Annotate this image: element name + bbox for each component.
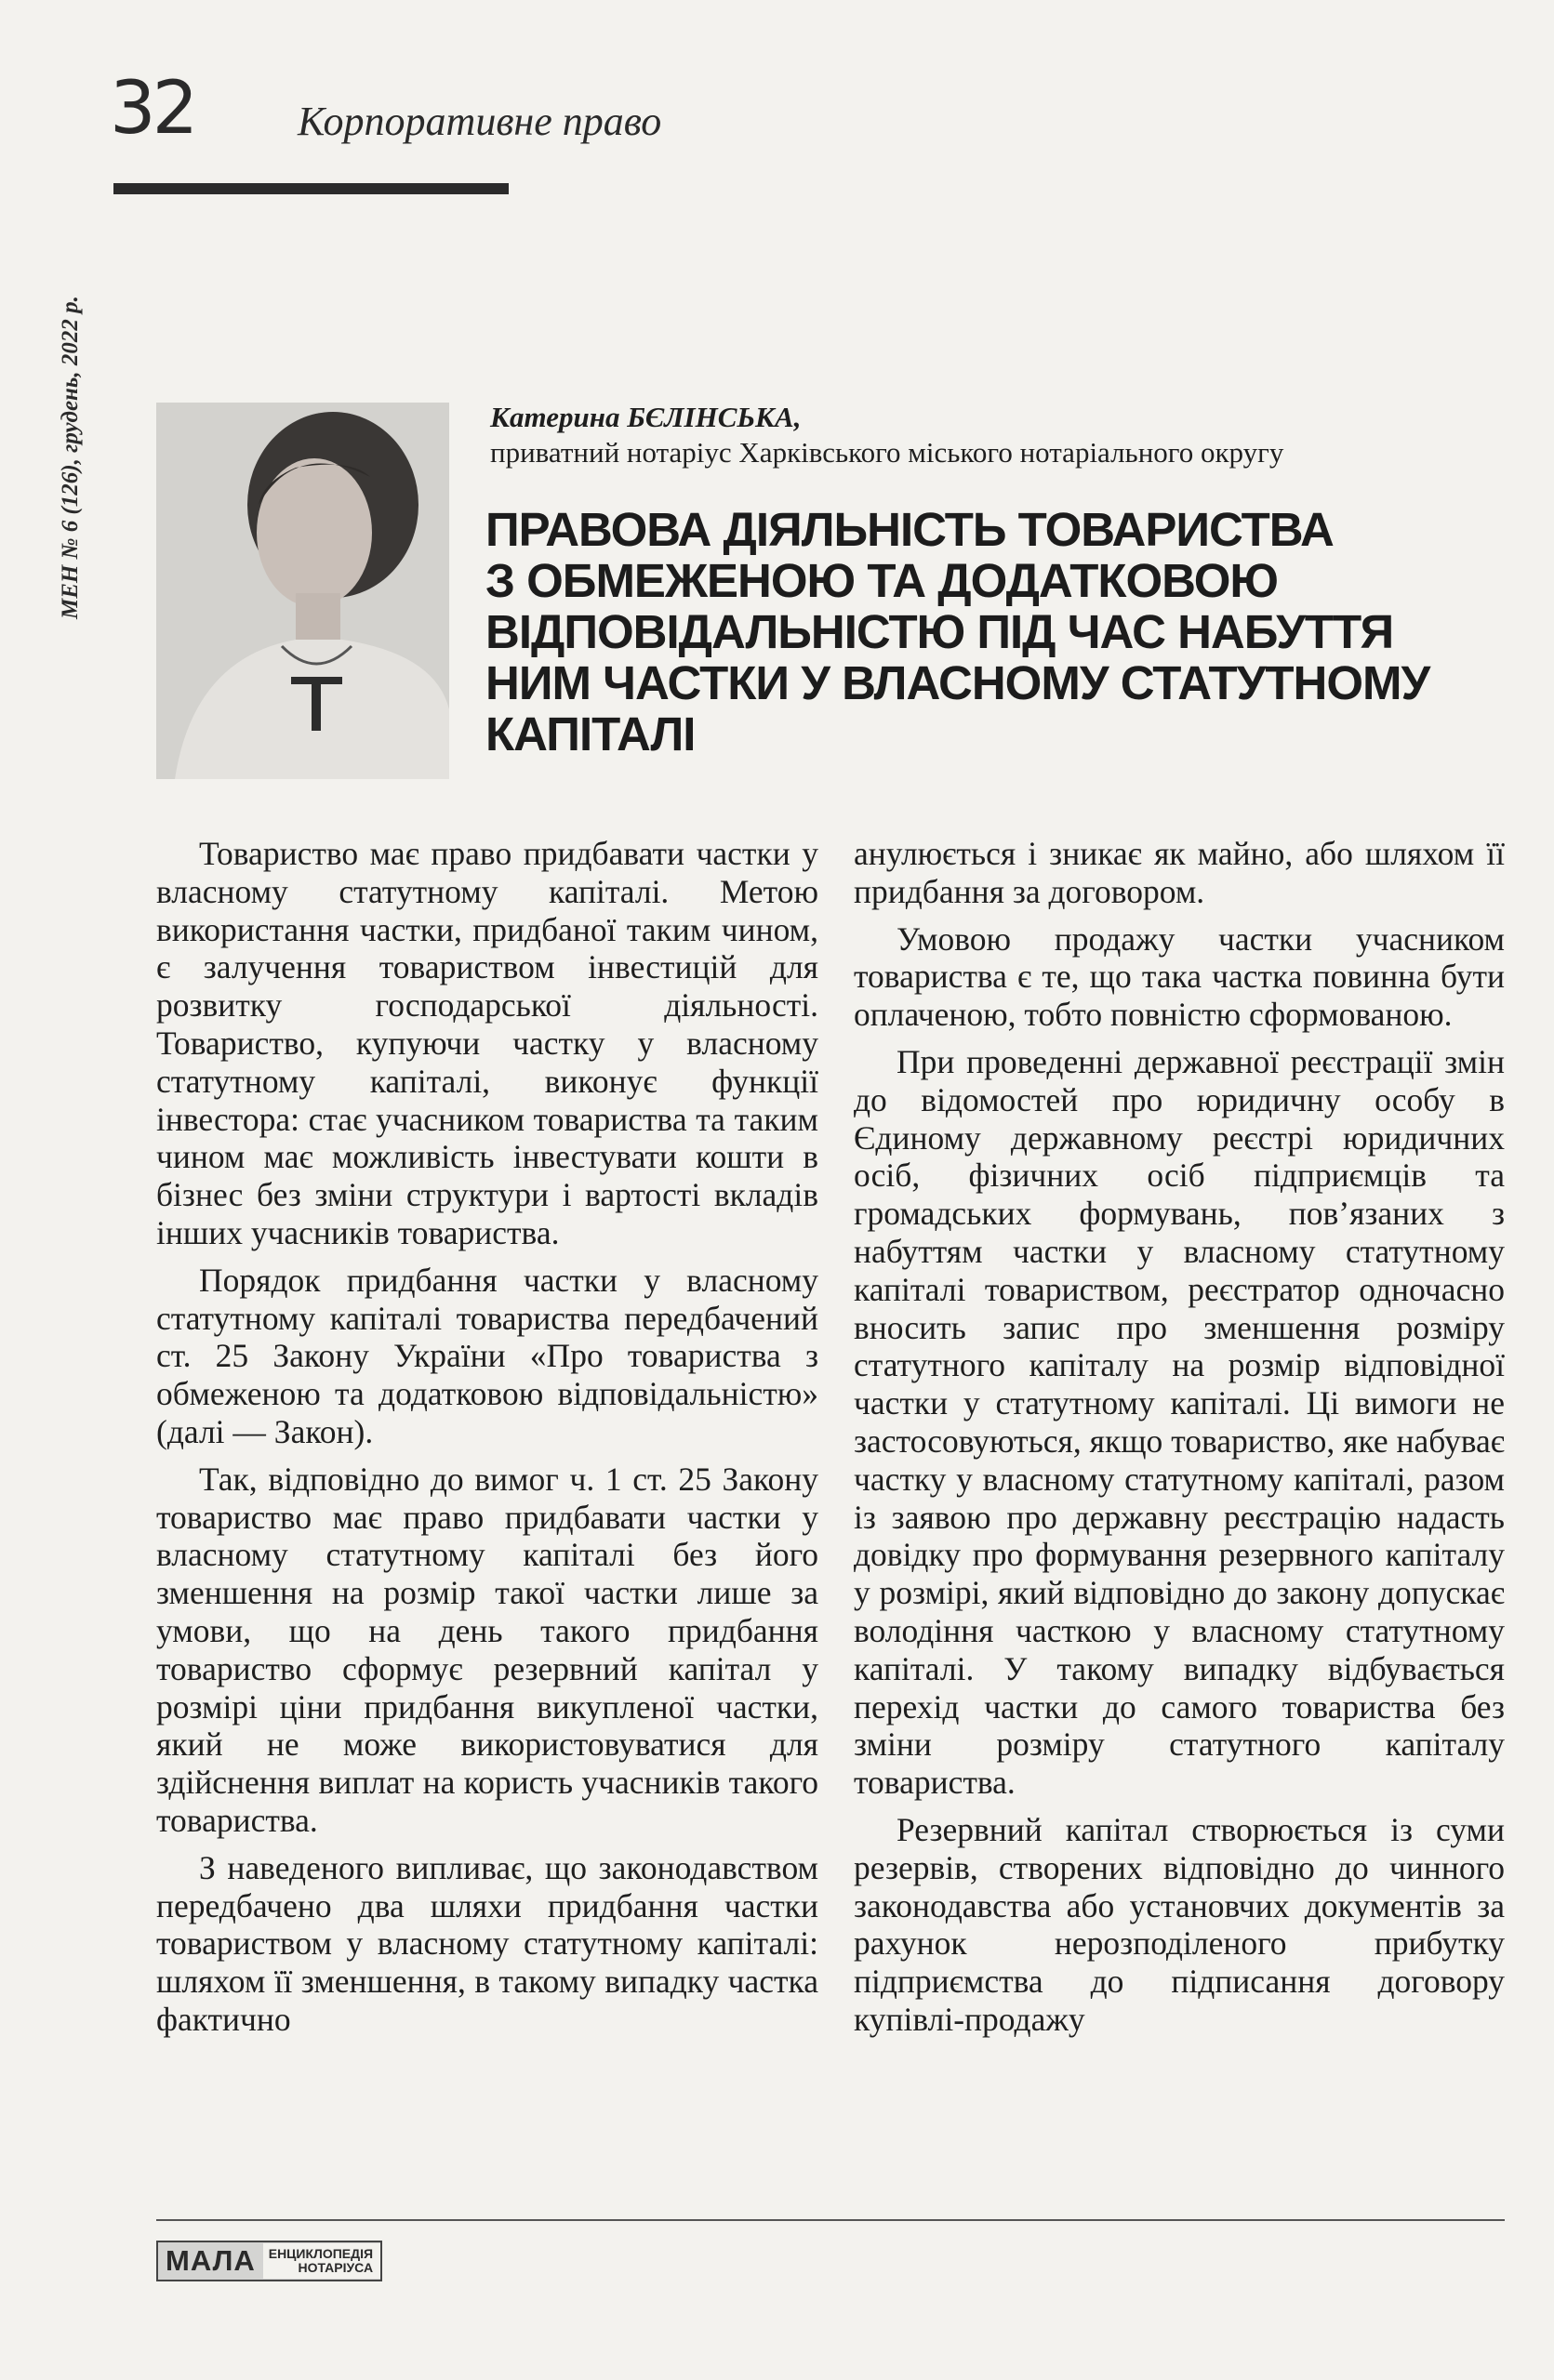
- author-photo: [156, 403, 449, 779]
- paragraph: Порядок придбання частки у власному статутному капіталі товариства передбачений ст. 25 Закону України «Про товариства з обмеженою та додатковою відповідальністю» (далі — Закон).: [156, 1261, 818, 1450]
- title-line: ВІДПОВІДАЛЬНІСТЮ ПІД ЧАС НАБУТТЯ: [485, 605, 1394, 658]
- author-position: приватний нотаріус Харківського міського нотаріального округу: [490, 436, 1284, 469]
- paragraph: Умовою продажу частки учасником товариства є те, що така частка повинна бути оплаченою, тобто повністю сформованою.: [854, 919, 1505, 1034]
- paragraph: Товариство має право придбавати частки у власному статутному капіталі. Метою використання частки, придбаної таким чином, є залучення товариством інвестицій для розвитку господарської діяльності. Товариство, купуючи частку у власному статутному капіталі, виконує функції інвестора: стає учасником товариства та таким чином має можливість інвестувати кошти в бізнес без зміни структури і вартості вкладів інших учасників товариства.: [156, 835, 818, 1251]
- title-line: КАПІТАЛІ: [485, 707, 696, 760]
- logo-line: НОТАРІУСА: [298, 2260, 374, 2275]
- title-line: НИМ ЧАСТКИ У ВЛАСНОМУ СТАТУТНОМУ: [485, 656, 1430, 709]
- header-rule: [113, 183, 509, 194]
- article-title: [485, 504, 1518, 760]
- issue-side-note: МЕН № 6 (126), грудень, 2022 р.: [58, 296, 83, 619]
- paragraph: Резервний капітал створюється із суми резервів, створених відповідно до чинного законодавства або установчих документів за рахунок нерозподіленого прибутку підприємства до підписання договору купівлі-продажу: [854, 1810, 1505, 2038]
- author-block: [490, 400, 1283, 470]
- footer-rule: [156, 2219, 1505, 2221]
- author-name: Катерина БЄЛІНСЬКА,: [490, 401, 802, 433]
- paragraph: Так, відповідно до вимог ч. 1 ст. 25 Закону товариство має право придбавати частки у власному статутному капіталі без його зменшення на розмір такої частки лише за умови, що на день такого придбання товариство сформує резервний капітал у розмірі ціни придбання викупленої частки, який не може використовуватися для здійснення виплат на користь учасників такого товариства.: [156, 1460, 818, 1839]
- section-title: Корпоративне право: [298, 99, 662, 144]
- logo-line: ЕНЦИКЛОПЕДІЯ: [268, 2246, 374, 2261]
- right-text-column: [854, 835, 1505, 2048]
- paragraph-continuation: анулюється і зникає як майно, або шляхом її придбання за договором.: [854, 835, 1505, 910]
- title-line: ПРАВОВА ДІЯЛЬНІСТЬ ТОВАРИСТВА: [485, 503, 1334, 556]
- logo-subtitle: [263, 2243, 380, 2279]
- publication-logo: [156, 2241, 382, 2281]
- paragraph: При проведенні державної реєстрації змін до відомостей про юридичну особу в Єдиному державному реєстрі юридичних осіб, фізичних осіб підприємців та громадських формувань, пов’язаних з набуттям частки у власному статутному капіталі товариством, реєстратор одночасно вносить запис про зменшення розміру статутного капіталу на розмір відповідної частки у статутному капіталі. Ці вимоги не застосовуються, якщо товариство, яке набуває частку у власному статутному капіталі, разом із заявою про державну реєстрацію надасть довідку про формування резервного капіталу у розмірі, який відповідно до закону допускає володіння часткою у власному статутному капіталі. У такому випадку відбувається перехід частки до самого товариства без зміни розміру статутного капіталу товариства.: [854, 1042, 1505, 1802]
- paragraph: З наведеного випливає, що законодавством передбачено два шляхи придбання частки товариством у власному статутному капіталі: шляхом її зменшення, в такому випадку частка фактично: [156, 1848, 818, 2038]
- title-line: З ОБМЕЖЕНОЮ ТА ДОДАТКОВОЮ: [485, 554, 1278, 607]
- page-number: 32: [110, 67, 195, 151]
- logo-main-text: МАЛА: [166, 2244, 256, 2277]
- left-text-column: [156, 835, 818, 2048]
